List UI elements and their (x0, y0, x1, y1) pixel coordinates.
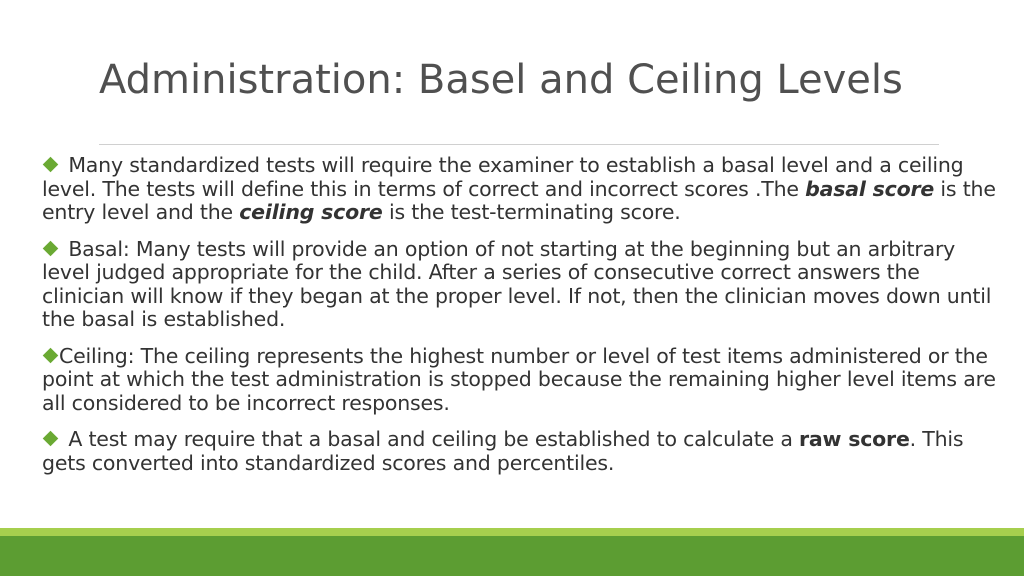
bullet-text: Ceiling: The ceiling represents the highest number or level of test items administered or the point at which the test administration is stopped because the remaining higher level items are all considered to be incorrect responses. (42, 343, 996, 415)
bullet-item-raw-score (42, 428, 1002, 475)
bullet-text: is the test-terminating score. (382, 200, 681, 224)
bullet-item-basal-ceiling-intro (42, 154, 1002, 225)
bullet-item-basal (42, 238, 1002, 332)
diamond-bullet-icon (43, 431, 59, 447)
footer-bar (0, 536, 1024, 576)
bullet-list (42, 154, 1002, 488)
diamond-bullet-icon (43, 347, 59, 363)
diamond-bullet-icon (43, 240, 59, 256)
footer-accent-stripe (0, 528, 1024, 536)
bullet-item-ceiling (42, 345, 1002, 416)
title-divider (99, 144, 939, 145)
bullet-text: is the entry level and the (42, 176, 996, 224)
bullet-text: Many standardized tests will require the examiner to establish a basal level and a ceiling level. The tests will define this in terms of correct and incorrect scores .The (42, 153, 964, 201)
basal-score-term: basal score (805, 176, 935, 201)
bullet-text: Basal: Many tests will provide an option of not starting at the beginning but an arbitrary level judged appropriate for the child. After a series of consecutive correct answers the clinician will know if they began at the proper level. If not, then the clinician moves down until the basal is established. (42, 236, 992, 331)
ceiling-score-term: ceiling score (239, 200, 383, 224)
raw-score-term: raw score (799, 427, 910, 451)
diamond-bullet-icon (43, 157, 59, 173)
bullet-text: A test may require that a basal and ceiling be established to calculate a (62, 427, 799, 451)
slide-title: Administration: Basel and Ceiling Levels (99, 57, 903, 103)
bullet-text: . This gets converted into standardized scores and percentiles. (42, 427, 964, 475)
